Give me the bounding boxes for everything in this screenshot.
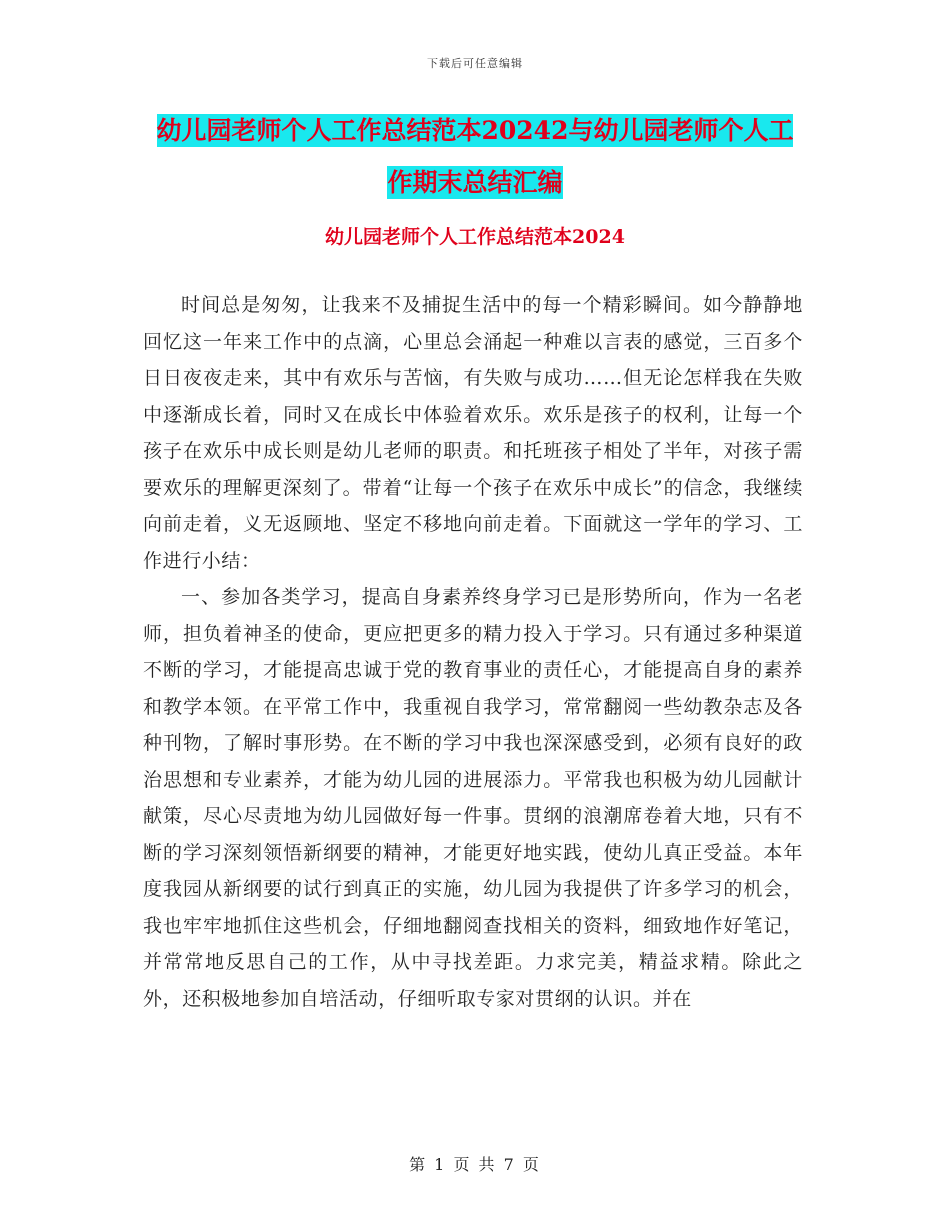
- document-title: [145, 105, 805, 209]
- paragraph: 时间总是匆匆，让我来不及捕捉生活中的每一个精彩瞬间。如今静静地回忆这一年来工作中的点滴，心里总会涌起一种难以言表的感觉，三百多个日日夜夜走来，其中有欢乐与苦恼，有失败与成功……但无论怎样我在失败中逐渐成长着，同时又在成长中体验着欢乐。欢乐是孩子的权利，让每一个孩子在欢乐中成长则是幼儿老师的职责。和托班孩子相处了半年，对孩子需要欢乐的理解更深刻了。带着“让每一个孩子在欢乐中成长”的信念，我继续向前走着，义无返顾地、坚定不移地向前走着。下面就这一学年的学习、工作进行小结：: [143, 294, 803, 572]
- paragraph: 一、参加各类学习，提高自身素养终身学习已是形势所向，作为一名老师，担负着神圣的使命，更应把更多的精力投入于学习。只有通过多种渠道不断的学习，才能提高忠诚于党的教育事业的责任心，才能提高自身的素养和教学本领。在平常工作中，我重视自我学习，常常翻阅一些幼教杂志及各种刊物，了解时事形势。在不断的学习中我也深深感受到，必须有良好的政治思想和专业素养，才能为幼儿园的进展添力。平常我也积极为幼儿园献计献策，尽心尽责地为幼儿园做好每一件事。贯纲的浪潮席卷着大地，只有不断的学习深刻领悟新纲要的精神，才能更好地实践，使幼儿真正受益。本年度我园从新纲要的试行到真正的实施，幼儿园为我提供了许多学习的机会，我也牢牢地抓住这些机会，仔细地翻阅查找相关的资料，细致地作好笔记，并常常地反思自己的工作，从中寻找差距。力求完美，精益求精。除此之外，还积极地参加自培活动，仔细听取专家对贯纲的认识。并在: [143, 586, 803, 1010]
- page-header: 下载后可任意编辑: [427, 57, 523, 70]
- page-footer: 第 1 页 共 7 页: [409, 1155, 541, 1174]
- section-title: 幼儿园老师个人工作总结范本2024: [325, 226, 625, 248]
- document-title-text: 幼儿园老师个人工作总结范本20242与幼儿园老师个人工作期末总结汇编: [156, 116, 794, 197]
- body-text: [143, 287, 803, 1017]
